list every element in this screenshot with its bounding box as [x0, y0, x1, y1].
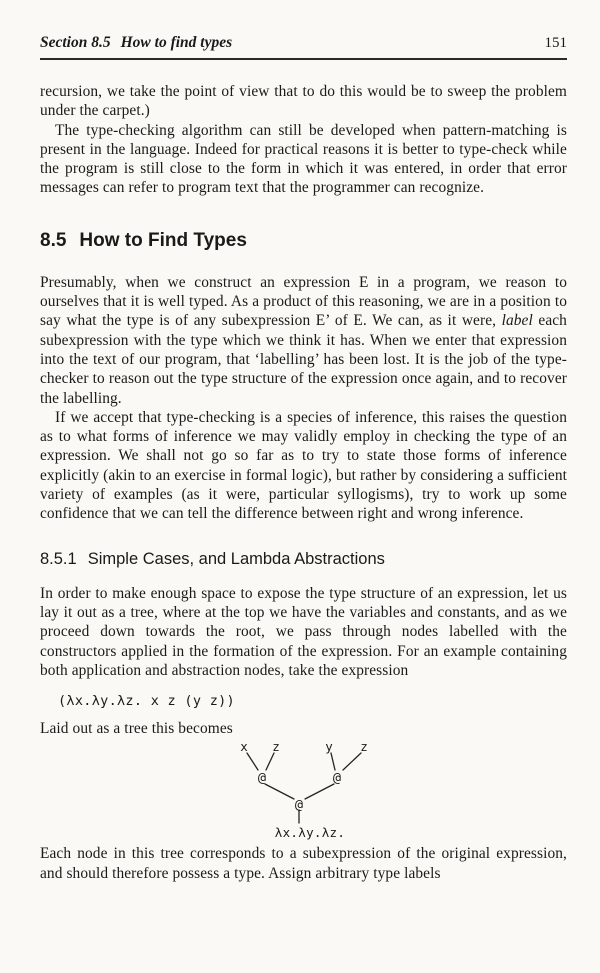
section-heading-number: 8.5	[40, 229, 67, 251]
tree-application-node-right: @	[332, 770, 342, 787]
paragraph-laid-out-as-tree: Laid out as a tree this becomes	[40, 720, 233, 738]
tree-edge	[265, 784, 294, 799]
header-rule	[40, 58, 567, 60]
tree-root-lambda-label: λx.λy.λz.	[274, 825, 346, 841]
tree-application-node-root: @	[294, 797, 304, 814]
tree-leaf-y: y	[325, 740, 333, 755]
paragraph-presumably: Presumably, when we construct an expression E in a program, we reason to ourselves that it is well typed. As a product of this reasoning, we are in a position to say what the type is of any subexpression E’ of E. We can, as it were, label each subexpression with the type which we think it has. When we enter that expression into the text of our program, that ‘labelling’ has been lost. It is the job of the type-checker to reason out the type structure of the expression once again, and to recover the labelling.	[40, 273, 567, 407]
subsection-heading-text: Simple Cases, and Lambda Abstractions	[87, 549, 385, 568]
paragraph-in-order-to-make: In order to make enough space to expose the type structure of an expression, let us lay it out as a tree, where at the top we have the variables and constants, and as we proceed down towards the root, we pass through nodes labelled with the constructors applied in the formation of the expression. For an example containing both application and abstraction nodes, take the expression	[40, 584, 567, 679]
tree-edge	[331, 753, 335, 770]
paragraph-if-we-accept: If we accept that type-checking is a species of inference, this raises the question as to what forms of inference we may validly employ in checking the type of an expression. We shall not go so far as to try to state those forms of inference explicitly (akin to an exercise in formal logic), but rather by considering a sufficient variety of examples (as it were, particular syllogisms), try to work up some confidence that we can tell the difference between right and wrong inference.	[40, 408, 567, 523]
running-title-text: How to find types	[120, 34, 233, 51]
paragraph-type-checking-algorithm: The type-checking algorithm can still be developed when pattern-matching is present in the language. Indeed for practical reasons it is better to type-check while the program is still close to the form in which it was entered, in order that error messages can refer to program text that the programmer can recognize.	[40, 121, 567, 197]
tree-leaf-z1: z	[272, 740, 280, 755]
running-title	[40, 34, 232, 52]
expression-tree-diagram	[238, 740, 418, 844]
subsection-heading-8-5-1	[40, 550, 567, 569]
page-number: 151	[544, 35, 567, 51]
tree-edge	[247, 753, 258, 770]
running-header	[40, 34, 567, 52]
paragraph-recursion-continuation: recursion, we take the point of view that to do this would be to sweep the problem under the carpet.)	[40, 83, 567, 120]
paragraph-each-node: Each node in this tree corresponds to a subexpression of the original expression, and should therefore possess a type. Assign arbitrary type labels	[40, 845, 567, 882]
tree-edge	[305, 784, 334, 799]
running-section-label: Section 8.5	[40, 34, 111, 51]
running-title-gap	[111, 34, 121, 52]
section-heading-text: How to Find Types	[79, 229, 247, 251]
tree-leaf-z2: z	[360, 740, 368, 755]
section-heading-8-5	[40, 230, 567, 252]
subsection-heading-number: 8.5.1	[40, 549, 77, 568]
lambda-code-expression: (λx.λy.λz. x z (y z))	[58, 693, 235, 710]
tree-edge	[266, 753, 274, 770]
tree-edge	[343, 753, 361, 770]
tree-application-node-left: @	[257, 770, 267, 787]
tree-leaf-x: x	[240, 740, 248, 755]
